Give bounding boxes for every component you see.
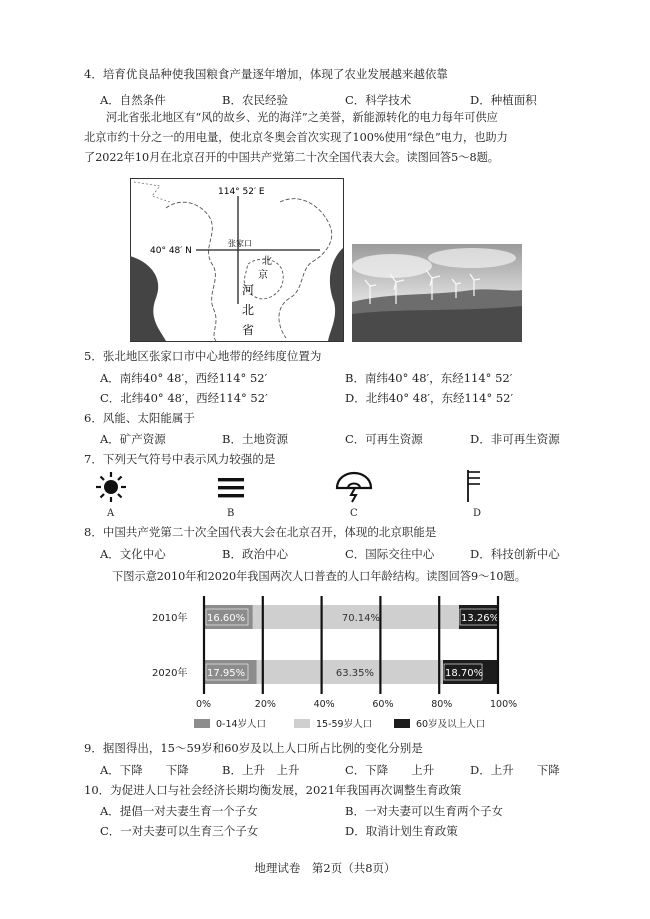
legend-swatch xyxy=(394,719,410,728)
wind-force-icon xyxy=(458,466,488,506)
symbol-label-c: C xyxy=(350,508,358,519)
wind-farm-photo xyxy=(352,244,522,342)
data-label: 70.14% xyxy=(341,613,381,624)
x-tick-label: 0% xyxy=(196,699,212,710)
q10-option-d: D．取消计划生育政策 xyxy=(345,824,458,838)
symbol-label-d: D xyxy=(473,508,482,519)
map-beijing-label-2: 京 xyxy=(258,270,268,281)
q10-option-c: C．一对夫妻可以生育三个子女 xyxy=(100,824,259,838)
q6-option-b: B．土地资源 xyxy=(222,432,288,446)
q9-option-c: C．下降 上升 xyxy=(345,763,435,777)
q10-option-b: B．一对夫妻可以生育两个子女 xyxy=(345,804,503,818)
q4-option-b: B．农民经验 xyxy=(222,93,288,107)
q8-stem: 8．中国共产党第二十次全国代表大会在北京召开，体现的北京职能是 xyxy=(84,525,437,539)
q10-stem: 10．为促进人口与社会经济长期均衡发展，2021年我国再次调整生育政策 xyxy=(84,783,462,797)
intro-line: 了2022年10月在北京召开的中国共产党第二十次全国代表大会。读图回答5～8题。 xyxy=(84,151,499,164)
category-label: 2020年 xyxy=(152,668,188,679)
q4-option-a: A．自然条件 xyxy=(100,93,166,107)
intro-line: 河北省张北地区有“风的故乡、光的海洋”之美誉，新能源转化的电力每年可供应 xyxy=(106,111,498,124)
q6-stem: 6．风能、太阳能属于 xyxy=(84,411,195,425)
map-city-label: 张家口 xyxy=(228,239,252,248)
data-label: 18.70% xyxy=(445,668,484,679)
x-tick-label: 60% xyxy=(372,699,394,710)
legend-label: 0-14岁人口 xyxy=(216,719,267,730)
q5-option-d: D．北纬40° 48′，东经114° 52′ xyxy=(345,391,514,405)
q5-option-c: C．北纬40° 48′，西经114° 52′ xyxy=(100,391,268,405)
zhangbei-map xyxy=(130,178,344,342)
q10-option-a: A．提倡一对夫妻生育一个子女 xyxy=(100,804,258,818)
map-hebei-label-1: 河 xyxy=(242,283,255,297)
q5-option-a: A．南纬40° 48′，西经114° 52′ xyxy=(100,371,268,385)
x-tick-label: 80% xyxy=(431,699,453,710)
map-hebei-label-2: 北 xyxy=(242,303,255,317)
q8-option-b: B．政治中心 xyxy=(222,547,288,561)
q6-option-a: A．矿产资源 xyxy=(100,432,166,446)
data-label: 13.26% xyxy=(461,613,500,624)
age-structure-chart xyxy=(140,594,520,736)
q9-option-a: A．下降 下降 xyxy=(100,763,189,777)
legend-label: 60岁及以上人口 xyxy=(416,719,486,730)
data-label: 16.60% xyxy=(207,613,246,624)
q8-option-c: C．国际交往中心 xyxy=(345,547,435,561)
symbol-label-a: A xyxy=(107,508,115,519)
data-label: 63.35% xyxy=(335,668,375,679)
q4-option-d: D．种植面积 xyxy=(470,93,537,107)
q4-stem: 4．培育优良品种使我国粮食产量逐年增加，体现了农业发展越来越依靠 xyxy=(84,67,448,81)
category-label: 2010年 xyxy=(152,613,188,624)
q9-option-d: D．上升 下降 xyxy=(470,763,560,777)
map-lat-label: 40° 48′ N xyxy=(150,246,192,256)
page-footer: 地理试卷 第2页（共8页） xyxy=(254,861,396,875)
map-frame xyxy=(131,179,344,342)
x-tick-label: 40% xyxy=(313,699,335,710)
map-lon-label: 114° 52′ E xyxy=(218,187,265,197)
q4-option-c: C．科学技术 xyxy=(345,93,412,107)
data-label: 17.95% xyxy=(207,668,246,679)
symbol-label-b: B xyxy=(227,508,235,519)
legend-swatch xyxy=(194,719,210,728)
map-beijing-label-1: 北 xyxy=(262,256,272,267)
q9-option-b: B．上升 上升 xyxy=(222,763,300,777)
intro-paragraph-9-10: 下图示意2010年和2020年我国两次人口普查的人口年龄结构。读图回答9～10题。 xyxy=(112,570,526,583)
q6-option-c: C．可再生资源 xyxy=(345,432,423,446)
intro-line: 北京市约十分之一的用电量，使北京冬奥会首次实现了100%使用“绿色”电力，也助力 xyxy=(84,131,508,144)
thunderstorm-icon xyxy=(334,470,374,504)
q5-option-b: B．南纬40° 48′，东经114° 52′ xyxy=(345,371,513,385)
map-hebei-label-3: 省 xyxy=(242,323,255,337)
legend-swatch xyxy=(294,719,310,728)
fog-icon xyxy=(216,476,246,500)
sunny-icon xyxy=(94,470,128,504)
q5-stem: 5．张北地区张家口市中心地带的经纬度位置为 xyxy=(84,349,322,363)
intro-paragraph-5-8 xyxy=(84,108,566,168)
legend-label: 15-59岁人口 xyxy=(316,719,373,730)
x-tick-label: 20% xyxy=(254,699,276,710)
x-tick-label: 100% xyxy=(490,699,518,710)
q9-stem: 9．据图得出，15～59岁和60岁及以上人口所占比例的变化分别是 xyxy=(84,741,423,755)
q8-option-d: D．科技创新中心 xyxy=(470,547,560,561)
q7-stem: 7．下列天气符号中表示风力较强的是 xyxy=(84,452,276,466)
q6-option-d: D．非可再生资源 xyxy=(470,432,560,446)
q8-option-a: A．文化中心 xyxy=(100,547,166,561)
